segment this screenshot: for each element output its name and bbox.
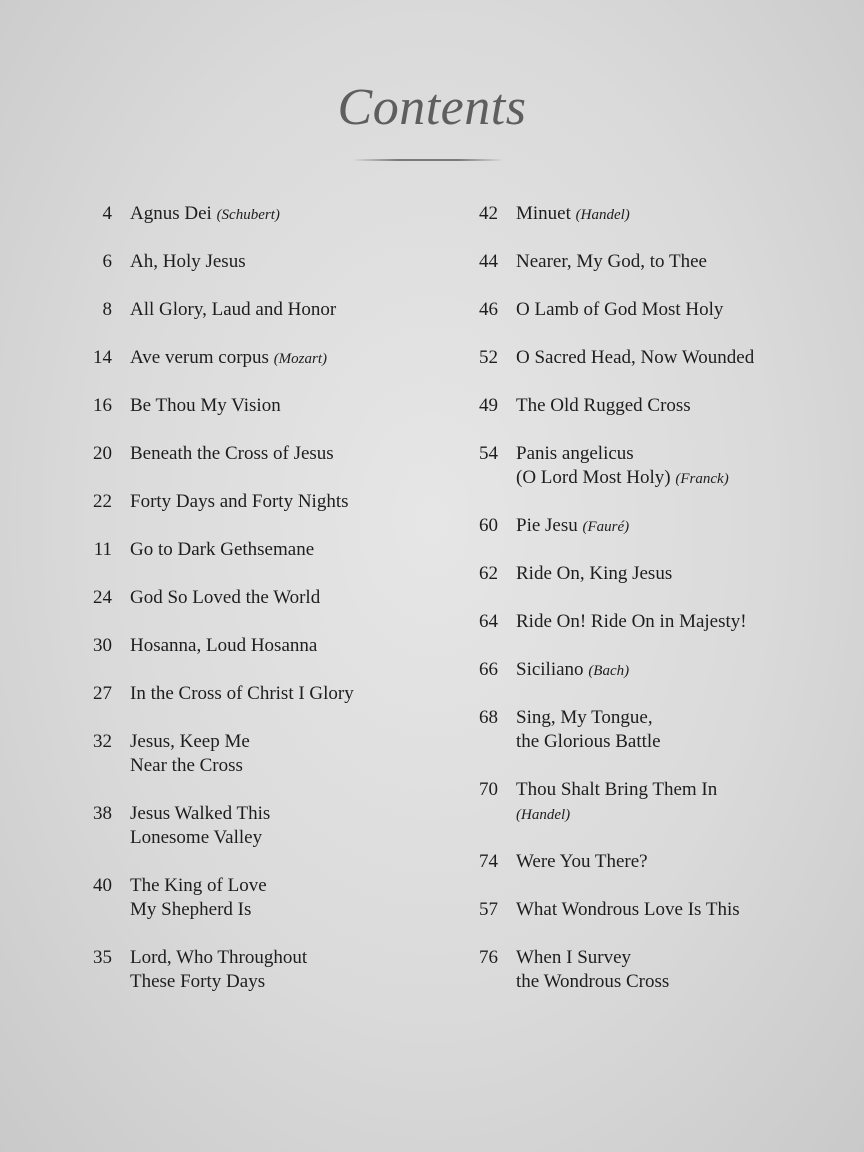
toc-entry	[466, 346, 754, 370]
toc-title-text: When I Survey the Wondrous Cross	[516, 947, 670, 992]
toc-entry	[466, 898, 740, 922]
toc-title-text: Thou Shalt Bring Them In	[516, 779, 718, 800]
toc-entry	[466, 442, 729, 491]
toc-title	[516, 562, 672, 586]
toc-page-number: 14	[93, 347, 112, 368]
toc-entry	[80, 802, 270, 850]
toc-entry	[80, 730, 250, 778]
toc-title	[130, 394, 281, 418]
toc-title	[516, 946, 669, 994]
toc-title-text: Ah, Holy Jesus	[130, 251, 246, 272]
toc-composer: (Fauré)	[582, 519, 630, 535]
toc-page-number: 68	[479, 707, 498, 728]
toc-title-text: O Lamb of God Most Holy	[516, 299, 724, 320]
toc-title-text: Jesus Walked This Lonesome Valley	[130, 803, 271, 848]
toc-entry	[80, 946, 307, 994]
toc-entry	[80, 490, 349, 514]
toc-title	[130, 442, 334, 466]
toc-title-text: Be Thou My Vision	[130, 395, 281, 416]
toc-entry	[466, 706, 661, 754]
toc-title	[130, 730, 250, 778]
toc-entry	[466, 394, 691, 418]
toc-page-number: 74	[479, 851, 498, 872]
toc-page-number: 64	[479, 611, 498, 632]
title-divider	[352, 159, 504, 161]
toc-title-text: Forty Days and Forty Nights	[130, 491, 349, 512]
toc-title-text: Ave verum corpus	[130, 347, 269, 368]
toc-title	[516, 250, 707, 274]
toc-page-number: 66	[479, 659, 498, 680]
toc-title	[130, 802, 270, 850]
toc-entry	[80, 442, 334, 466]
toc-title	[516, 706, 661, 754]
toc-page-number: 62	[479, 563, 498, 584]
toc-entry	[80, 538, 314, 562]
toc-page-number: 60	[479, 515, 498, 536]
toc-entry	[466, 778, 717, 827]
toc-title	[130, 586, 320, 610]
toc-title-text: The King of Love My Shepherd Is	[130, 875, 267, 920]
toc-page-number: 38	[93, 803, 112, 824]
toc-entry	[466, 298, 723, 322]
toc-title	[516, 202, 630, 227]
toc-entry	[80, 202, 280, 227]
toc-title-text: Pie Jesu	[516, 515, 578, 536]
toc-title-text: Ride On, King Jesus	[516, 563, 673, 584]
toc-page-number: 35	[93, 947, 112, 968]
toc-page-number: 54	[479, 443, 498, 464]
toc-entry	[466, 610, 747, 634]
toc-title-text: All Glory, Laud and Honor	[130, 299, 337, 320]
toc-title	[516, 346, 754, 370]
toc-title	[130, 346, 327, 371]
toc-title	[516, 610, 747, 634]
toc-page-number: 32	[93, 731, 112, 752]
toc-entry	[80, 874, 267, 922]
toc-title	[130, 490, 349, 514]
toc-page-number: 49	[479, 395, 498, 416]
toc-entry	[466, 850, 648, 874]
toc-entry	[80, 346, 327, 371]
toc-title	[516, 898, 740, 922]
toc-entry	[80, 634, 317, 658]
toc-title-text: Jesus, Keep Me Near the Cross	[130, 731, 250, 776]
toc-composer: (Handel)	[516, 807, 571, 823]
toc-title	[130, 202, 280, 227]
toc-title	[516, 514, 629, 539]
toc-title-text: Were You There?	[516, 851, 648, 872]
toc-entry	[80, 586, 320, 610]
toc-title-text: Lord, Who Throughout These Forty Days	[130, 947, 308, 992]
toc-page-number: 30	[93, 635, 112, 656]
toc-page-number: 16	[93, 395, 112, 416]
toc-page-number: 24	[93, 587, 112, 608]
toc-page-number: 57	[479, 899, 498, 920]
toc-page-number: 46	[479, 299, 498, 320]
toc-page-number: 70	[479, 779, 498, 800]
toc-page-number: 40	[93, 875, 112, 896]
toc-page-number: 44	[479, 251, 498, 272]
toc-composer: (Schubert)	[216, 207, 280, 223]
toc-title-text: Panis angelicus (O Lord Most Holy)	[516, 443, 671, 488]
toc-page-number: 76	[479, 947, 498, 968]
toc-title	[130, 538, 314, 562]
toc-page-number: 11	[93, 539, 112, 560]
toc-page-number: 42	[479, 203, 498, 224]
toc-title-text: What Wondrous Love Is This	[516, 899, 740, 920]
toc-title	[516, 442, 729, 491]
toc-title	[516, 394, 691, 418]
toc-entry	[466, 946, 669, 994]
toc-entry	[80, 298, 336, 322]
toc-title-text: Beneath the Cross of Jesus	[130, 443, 334, 464]
toc-entry	[80, 250, 246, 274]
toc-title	[516, 778, 717, 827]
toc-page-number: 22	[93, 491, 112, 512]
toc-entry	[466, 202, 630, 227]
toc-title-text: Ride On! Ride On in Majesty!	[516, 611, 747, 632]
toc-title-text: Siciliano	[516, 659, 584, 680]
toc-title-text: Sing, My Tongue, the Glorious Battle	[516, 707, 661, 752]
toc-title-text: In the Cross of Christ I Glory	[130, 683, 354, 704]
toc-composer: (Handel)	[575, 207, 630, 223]
toc-title	[516, 298, 723, 322]
toc-title-text: Nearer, My God, to Thee	[516, 251, 707, 272]
toc-title	[130, 634, 317, 658]
toc-title	[130, 682, 354, 706]
toc-title	[516, 658, 629, 683]
toc-page-number: 27	[93, 683, 112, 704]
toc-title	[516, 850, 648, 874]
toc-title-text: Hosanna, Loud Hosanna	[130, 635, 318, 656]
toc-entry	[466, 562, 672, 586]
toc-page-number: 20	[93, 443, 112, 464]
toc-title	[130, 250, 246, 274]
toc-title-text: O Sacred Head, Now Wounded	[516, 347, 755, 368]
toc-title-text: Minuet	[516, 203, 571, 224]
toc-entry	[466, 514, 629, 539]
toc-entry	[466, 658, 629, 683]
toc-composer: (Mozart)	[273, 351, 328, 367]
page-title: Contents	[337, 79, 527, 136]
toc-title-text: Go to Dark Gethsemane	[130, 539, 315, 560]
toc-entry	[80, 394, 281, 418]
toc-title-text: God So Loved the World	[130, 587, 321, 608]
toc-entry	[466, 250, 707, 274]
toc-page-number: 52	[479, 347, 498, 368]
toc-title-text: Agnus Dei	[130, 203, 212, 224]
toc-entry	[80, 682, 354, 706]
toc-page-number: 8	[102, 299, 112, 320]
toc-title	[130, 874, 267, 922]
toc-composer: (Bach)	[588, 663, 630, 679]
toc-page-number: 6	[102, 251, 112, 272]
toc-composer: (Franck)	[675, 471, 729, 487]
toc-title-text: The Old Rugged Cross	[516, 395, 691, 416]
toc-title	[130, 298, 336, 322]
toc-title	[130, 946, 307, 994]
toc-page-number: 4	[102, 203, 112, 224]
